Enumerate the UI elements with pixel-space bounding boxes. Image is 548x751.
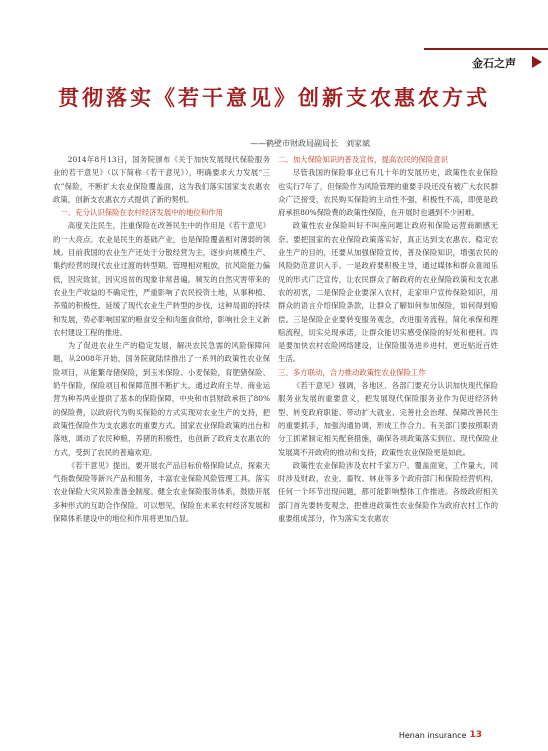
page-margin: [0, 0, 6, 751]
paragraph: 《若干意见》提出，要开展农产品目标价格保险试点，探索天气指数保险等新兴产品和服务，丰富农业保险风险管理工具。落实农业保险大灾风险准备金制度。健全农业保险服务体系，鼓励开展多种形式的互助合作保险。可以想见，保险在未来农村经济发展和保障体系建设中的地位和作用将更加凸显。: [53, 460, 270, 524]
paragraph: 2014年8月13日，国务院颁布《关于加快发展现代保险服务业的若干意见》（以下简称《若干意见》），明确要求大力发展“三农”保险，不断扩大农业保险覆盖面，这为我们落实国家支农惠农政策，创新支农惠农方式提供了新的契机。: [53, 155, 270, 204]
paragraph: 为了促进农业生产的稳定发展，解决农民急需的风险保障问题，从2008年开始，国务院就陆续推出了一系列的政策性农业保险项目，从能繁母猪保险，到玉米保险、小麦保险，育肥猪保险、奶牛保险，保险项目和保障范围不断扩大。通过政府主导、商业运营为种养两业提供了基本的保险保障，中央和市县财政承担了80%的保险费，以政府代为购买保险的方式实现对农业生产的支持，把政策性保险作为支农惠农的重要方式。国家农业保险政策的出台和落地，调动了农民种粮、养猪的积极性，也创新了政府支农惠农的方式，受到了农民的普遍欢迎。: [53, 341, 270, 457]
page-footer: [399, 730, 482, 740]
paragraph: 政策性农业保险涉及农村千家万户，覆盖面宽，工作量大，同时涉及财政、农业、畜牧、林业等多个政府部门和保险经营机构，任何一个环节出现问题，都可能影响整体工作推进。各级政府相关部门首先要转变观念，把推进政策性农业保险作为政府农村工作的重要组成部分，作为落实支农惠农: [278, 460, 498, 524]
paragraph: 政策性农业保险叫好不叫座问题让政府和保险运营商颇感无奈。要把国家的农业保险政策落实好，真正达到支农惠农、稳定农业生产的目的，还要从加强保险宣传，普及保险知识，增强农民的风险防范意识入手。一是政府要积极主导，通过媒体和群众喜闻乐见的形式广泛宣传，让农民群众了解政府的农业保险政策和支农惠农的初衷，二是保险企业要深入农村，走家串户宣传保险知识，用群众的语言介绍保险条款，让群众了解如何参加保险，如何得到赔偿。三是保险企业要转变服务观念，改进服务流程，简化承保和理赔流程，切实兑现承诺，让群众能切实感受保险的好处和便利。四是要加快农村农险网络建设，让保险服务进乡进村，更近贴近百姓生活。: [278, 221, 498, 364]
paragraph: 高度关注民生，注重保险在改善民生中的作用是《若干意见》的一大亮点。农业是民生的基础产业，也是保险覆盖相对薄弱的领域。目前我国的农业生产还处于分散经营为主，逐步向规模生产、集约经营的现代农业过渡的转型期。管理相对粗放，抗风险能力偏低，因灾致贫，因灾返贫的现象非常普遍。频发的自然灾害带来的农业生产收益的不确定性，严重影响了农民投资土地，从事种植、养殖的积极性，延缓了现代农业生产转型的步伐，这种局面的持续和发展，势必影响国家的粮食安全和肉蛋食供给，影响社会主义新农村建设工程的推进。: [53, 221, 270, 337]
column-tag-label: 金石之声: [464, 51, 548, 75]
page-number: 13: [469, 730, 482, 740]
section-heading: 一、充分认识保险在农村经济发展中的地位和作用: [60, 208, 223, 218]
article-title: 贯彻落实《若干意见》创新支农惠农方式: [58, 85, 490, 110]
arrow-icon: [532, 56, 542, 68]
left-column: [53, 153, 270, 525]
section-heading: 二、加大保险知识的普及宣传，提高农民的保险意识: [278, 155, 448, 164]
magazine-name: Henan insurance: [398, 730, 467, 740]
right-column: [278, 153, 498, 525]
paragraph: 《若干意见》强调，各地区、各部门要充分认识加快现代保险服务业发展的重要意义，把发展现代保险服务业作为促进经济转型、转变政府职能、带动扩大就业、完善社会治理、保障改善民生的重要抓手，加强沟通协调，形成工作合力。有关部门要按照职责分工抓紧制定相关配套措施，确保各项政策落实到位。现代保险业发展离不开政府的推动和支持，政策性农业保险更是如此。: [278, 381, 498, 457]
paragraph: 尽管我国的保险事业已有几十年的发展历史，政策性农业保险也实行7年了，但保险作为风险管理的重要手段还没有被广大农民群众广泛接受，农民购买保险的主动性不强，积极性不高，即使是政府承担80%保险费的政策性保险，在开展时也遇到不少困难。: [278, 168, 498, 218]
article-byline: ——鹤壁市财政局副局长 刘家斌: [250, 139, 370, 148]
section-heading: 三、多方联动，合力推动政策性农业保险工作: [278, 367, 426, 377]
column-tag: [424, 48, 548, 76]
